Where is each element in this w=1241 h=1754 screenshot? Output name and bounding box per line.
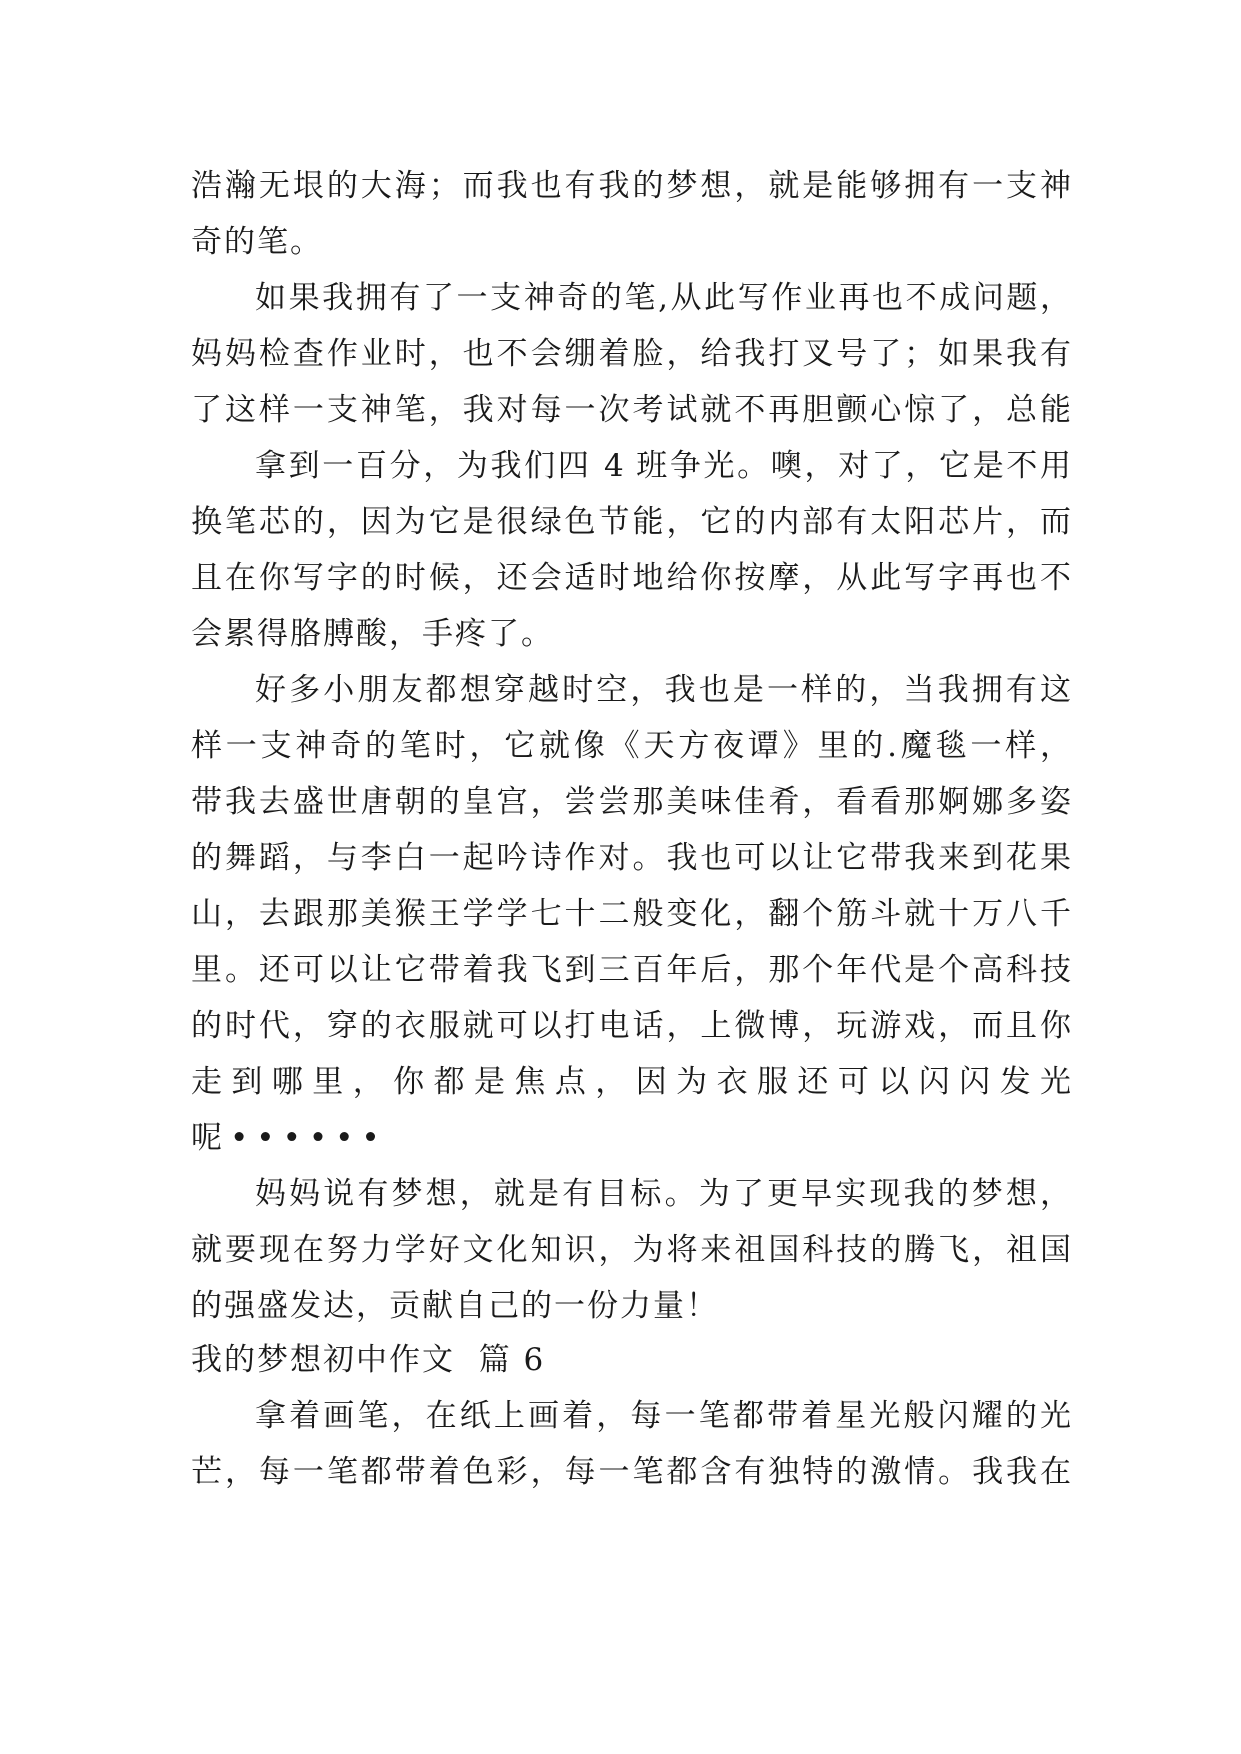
text-line: 里。还可以让它带着我飞到三百年后，那个年代是个高科技 (191, 952, 1071, 988)
text-line: 山，去跟那美猴王学学七十二般变化，翻个筋斗就十万八千 (191, 896, 1071, 932)
text-line: 换笔芯的，因为它是很绿色节能，它的内部有太阳芯片，而 (191, 504, 1071, 540)
paragraph-start-line: 妈妈说有梦想，就是有目标。为了更早实现我的梦想， (255, 1176, 1071, 1212)
text-line: 会累得胳膊酸，手疼了。 (191, 616, 554, 652)
text-line: 奇的笔。 (191, 224, 323, 260)
text-line: 的时代，穿的衣服就可以打电话，上微博，玩游戏，而且你 (191, 1008, 1071, 1044)
text-line: 走到哪里，你都是焦点，因为衣服还可以闪闪发光 (191, 1064, 1071, 1100)
text-line: 且在你写字的时候，还会适时地给你按摩，从此写字再也不 (191, 560, 1071, 596)
paragraph-start-line: 好多小朋友都想穿越时空，我也是一样的，当我拥有这 (255, 672, 1071, 708)
text-line: 样一支神奇的笔时，它就像《天方夜谭》里的.魔毯一样， (191, 728, 1071, 764)
paragraph-start-line: 拿着画笔，在纸上画着，每一笔都带着星光般闪耀的光 (255, 1398, 1071, 1434)
text-line: 了这样一支神笔，我对每一次考试就不再胆颤心惊了，总能 (191, 392, 1071, 428)
paragraph-start-line: 如果我拥有了一支神奇的笔,从此写作业再也不成问题， (255, 280, 1071, 316)
text-line: 拿到一百分，为我们四 4 班争光。噢，对了，它是不用 (255, 448, 1071, 484)
text-line: 妈妈检查作业时，也不会绷着脸，给我打叉号了；如果我有 (191, 336, 1071, 372)
text-line: 芒，每一笔都带着色彩，每一笔都含有独特的激情。我我在 (191, 1454, 1071, 1490)
text-line: 就要现在努力学好文化知识，为将来祖国科技的腾飞，祖国 (191, 1232, 1071, 1268)
section-heading: 我的梦想初中作文 篇 6 (191, 1342, 546, 1378)
text-line: 带我去盛世唐朝的皇宫，尝尝那美味佳肴，看看那婀娜多姿 (191, 784, 1071, 820)
text-line: 浩瀚无垠的大海；而我也有我的梦想，就是能够拥有一支神 (191, 168, 1071, 204)
text-line: 呢•••••• (191, 1120, 388, 1156)
text-line: 的强盛发达，贡献自己的一份力量！ (191, 1288, 719, 1324)
text-line: 的舞蹈，与李白一起吟诗作对。我也可以让它带我来到花果 (191, 840, 1071, 876)
